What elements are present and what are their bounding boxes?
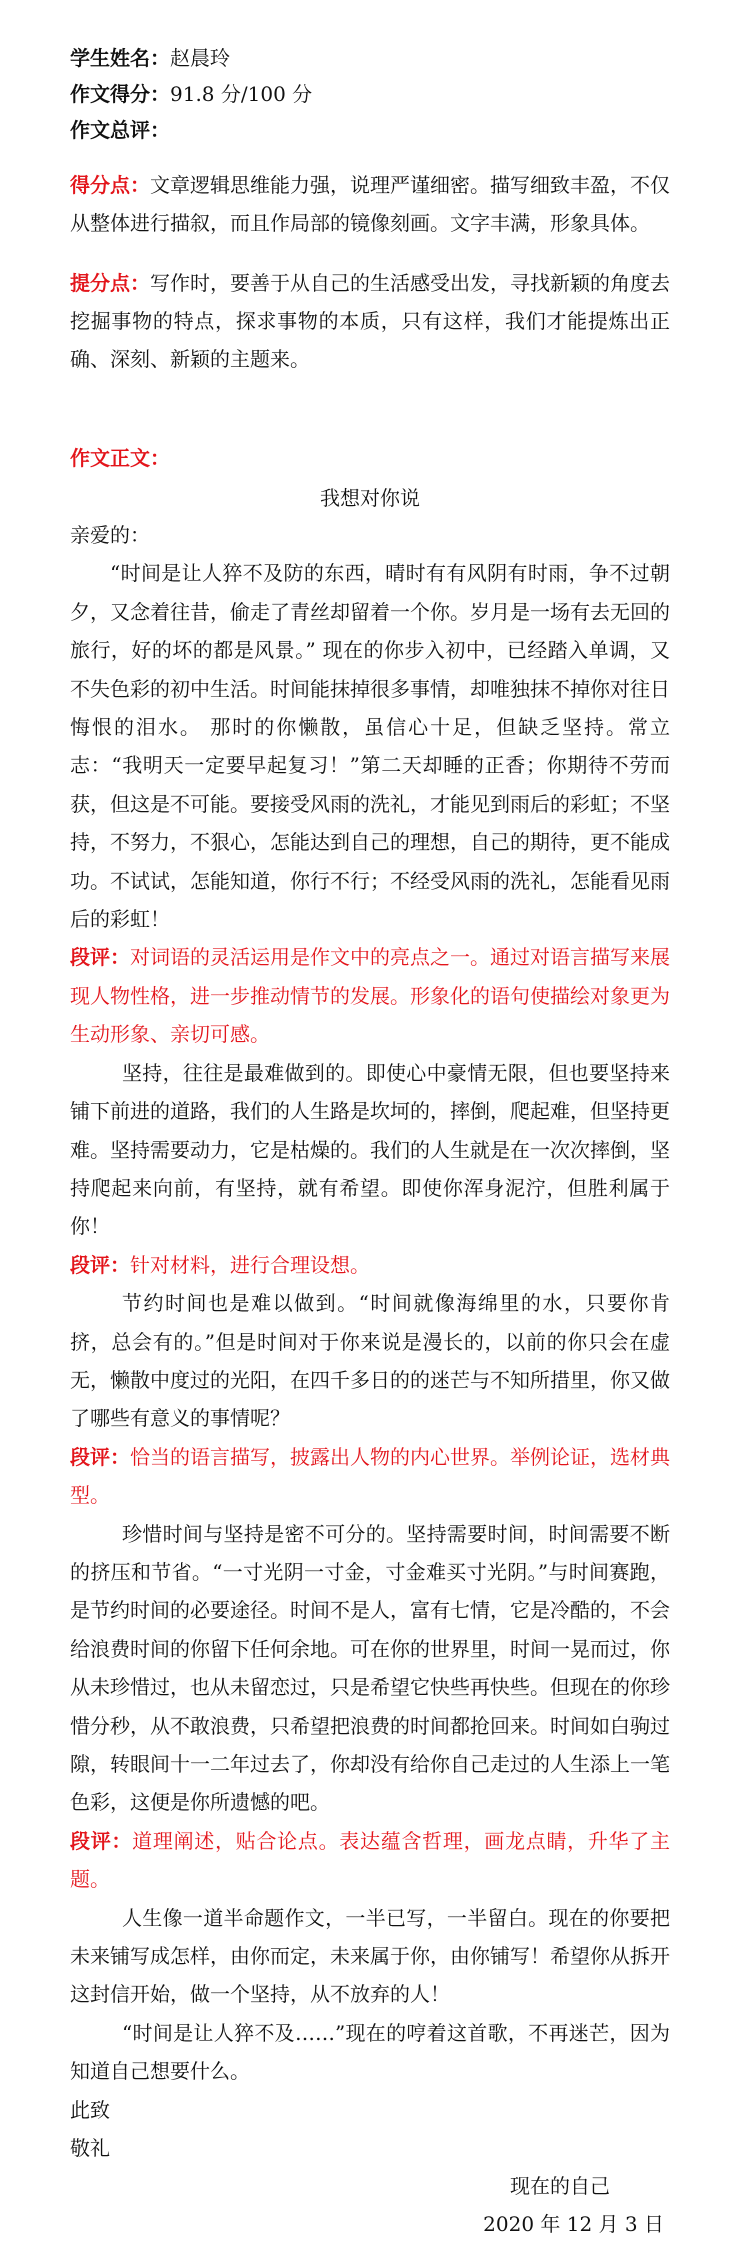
paragraph-review-2 — [70, 1246, 670, 1284]
overall-comment-label-line — [70, 112, 670, 148]
paragraph-review-4 — [70, 1822, 670, 1899]
review-3-label: 段评： — [70, 1444, 130, 1469]
strengths-text: 文章逻辑思维能力强，说理严谨细密。描写细致丰盈，不仅从整体进行描叙，而且作局部的镜像刻画。文字丰满，形象具体。 — [70, 173, 670, 235]
essay-paragraph-3: 节约时间也是难以做到。“时间就像海绵里的水，只要你肯挤，总会有的。”但是时间对于你来说是漫长的，以前的你只会在虚无，懒散中度过的光阳，在四千多日的的迷芒与不知所措里，你又做了哪些有意义的事情呢？ — [70, 1291, 670, 1431]
essay-paragraph-1: “时间是让人猝不及防的东西，晴时有有风阴有时雨，争不过朝夕，又念着往昔，偷走了青丝却留着一个你。岁月是一场有去无回的旅行，好的坏的都是风景。” 现在的你步入初中，已经踏入单调，又不失色彩的初中生活。时间能抹掉很多事情，却唯独抹不掉你对往日悔恨的泪水。 那时的你懒散，虽信心十足，但缺乏坚持。常立志：“我明天一定要早起复习！”第二天却睡的正香；你期待不劳而获，但这是不可能。要接受风雨的洗礼，才能见到雨后的彩虹；不坚持，不努力，不狠心，怎能达到自己的理想，自己的期待，更不能成功。不试试，怎能知道，你行不行；不经受风雨的洗礼，怎能看见雨后的彩虹！ — [70, 561, 670, 932]
essay-body — [70, 516, 670, 2167]
review-2-label: 段评： — [70, 1252, 130, 1277]
student-info — [70, 40, 670, 148]
paragraph-review-1 — [70, 938, 670, 1053]
strengths-section — [70, 166, 670, 242]
overall-comment-label: 作文总评： — [70, 118, 170, 142]
essay-date: 2020 年 12 月 3 日 — [483, 2212, 664, 2237]
student-name-value: 赵晨玲 — [170, 46, 230, 70]
student-name-line — [70, 40, 670, 76]
essay-paragraph-6: “时间是让人猝不及……”现在的哼着这首歌，不再迷芒，因为知道自己想要什么。 — [70, 2020, 670, 2084]
student-name-label: 学生姓名： — [70, 46, 170, 70]
review-4-text: 道理阐述，贴合论点。表达蕴含哲理，画龙点睛，升华了主题。 — [70, 1828, 671, 1892]
essay-paragraph-2: 坚持，往往是最难做到的。即使心中豪情无限，但也要坚持来铺下前进的道路，我们的人生路是坎坷的，摔倒，爬起难，但坚持更难。坚持需要动力，它是枯燥的。我们的人生就是在一次次摔倒，坚持爬起来向前，有坚持，就有希望。即使你浑身泥泞，但胜利属于你！ — [70, 1060, 670, 1239]
review-3-text: 恰当的语言描写，披露出人物的内心世界。举例论证，选材典型。 — [70, 1444, 670, 1508]
review-2-text: 针对材料，进行合理设想。 — [130, 1252, 370, 1277]
score-line — [70, 76, 670, 112]
essay-section-label: 作文正文： — [70, 446, 170, 470]
essay-paragraph-4: 珍惜时间与坚持是密不可分的。坚持需要时间，时间需要不断的挤压和节省。“一寸光阴一寸金，寸金难买寸光阴。”与时间赛跑，是节约时间的必要途径。时间不是人，富有七情，它是冷酷的，不会给浪费时间的你留下任何余地。可在你的世界里，时间一晃而过，你从未珍惜过，也从未留恋过，只是希望它快些再快些。但现在的你珍惜分秒，从不敢浪费，只希望把浪费的时间都抢回来。时间如白驹过隙，转眼间十一二年过去了，你却没有给你自己走过的人生添上一笔色彩，这便是你所遗憾的吧。 — [70, 1521, 670, 1815]
essay-title: 我想对你说 — [320, 486, 420, 510]
strengths-label: 得分点： — [70, 173, 150, 197]
essay-closing-2: 敬礼 — [70, 2136, 110, 2161]
document-page — [70, 0, 670, 2243]
score-value: 91.8 分/100 分 — [170, 82, 313, 106]
essay-greeting: 亲爱的： — [70, 523, 150, 547]
review-4-label: 段评： — [70, 1828, 133, 1853]
review-1-text: 对词语的灵活运用是作文中的亮点之一。通过对语言描写来展现人物性格，进一步推动情节的发展。形象化的语句使描绘对象更为生动形象、亲切可感。 — [70, 945, 670, 1047]
essay-paragraph-5: 人生像一道半命题作文，一半已写，一半留白。现在的你要把未来铺写成怎样，由你而定，未来属于你，由你铺写！希望你从拆开这封信开始，做一个坚持，从不放弃的人！ — [70, 1905, 670, 2007]
review-1-label: 段评： — [70, 945, 130, 970]
improvements-text: 写作时，要善于从自己的生活感受出发，寻找新颖的角度去挖掘事物的特点，探求事物的本质，只有这样，我们才能提炼出正确、深刻、新颖的主题来。 — [70, 271, 670, 371]
paragraph-review-3 — [70, 1438, 670, 1515]
score-label: 作文得分： — [70, 82, 170, 106]
improvements-section — [70, 264, 670, 378]
improvements-label: 提分点： — [70, 271, 150, 295]
essay-closing-1: 此致 — [70, 2097, 110, 2122]
essay-signature-block — [70, 2167, 670, 2243]
essay-signature: 现在的自己 — [510, 2174, 610, 2199]
